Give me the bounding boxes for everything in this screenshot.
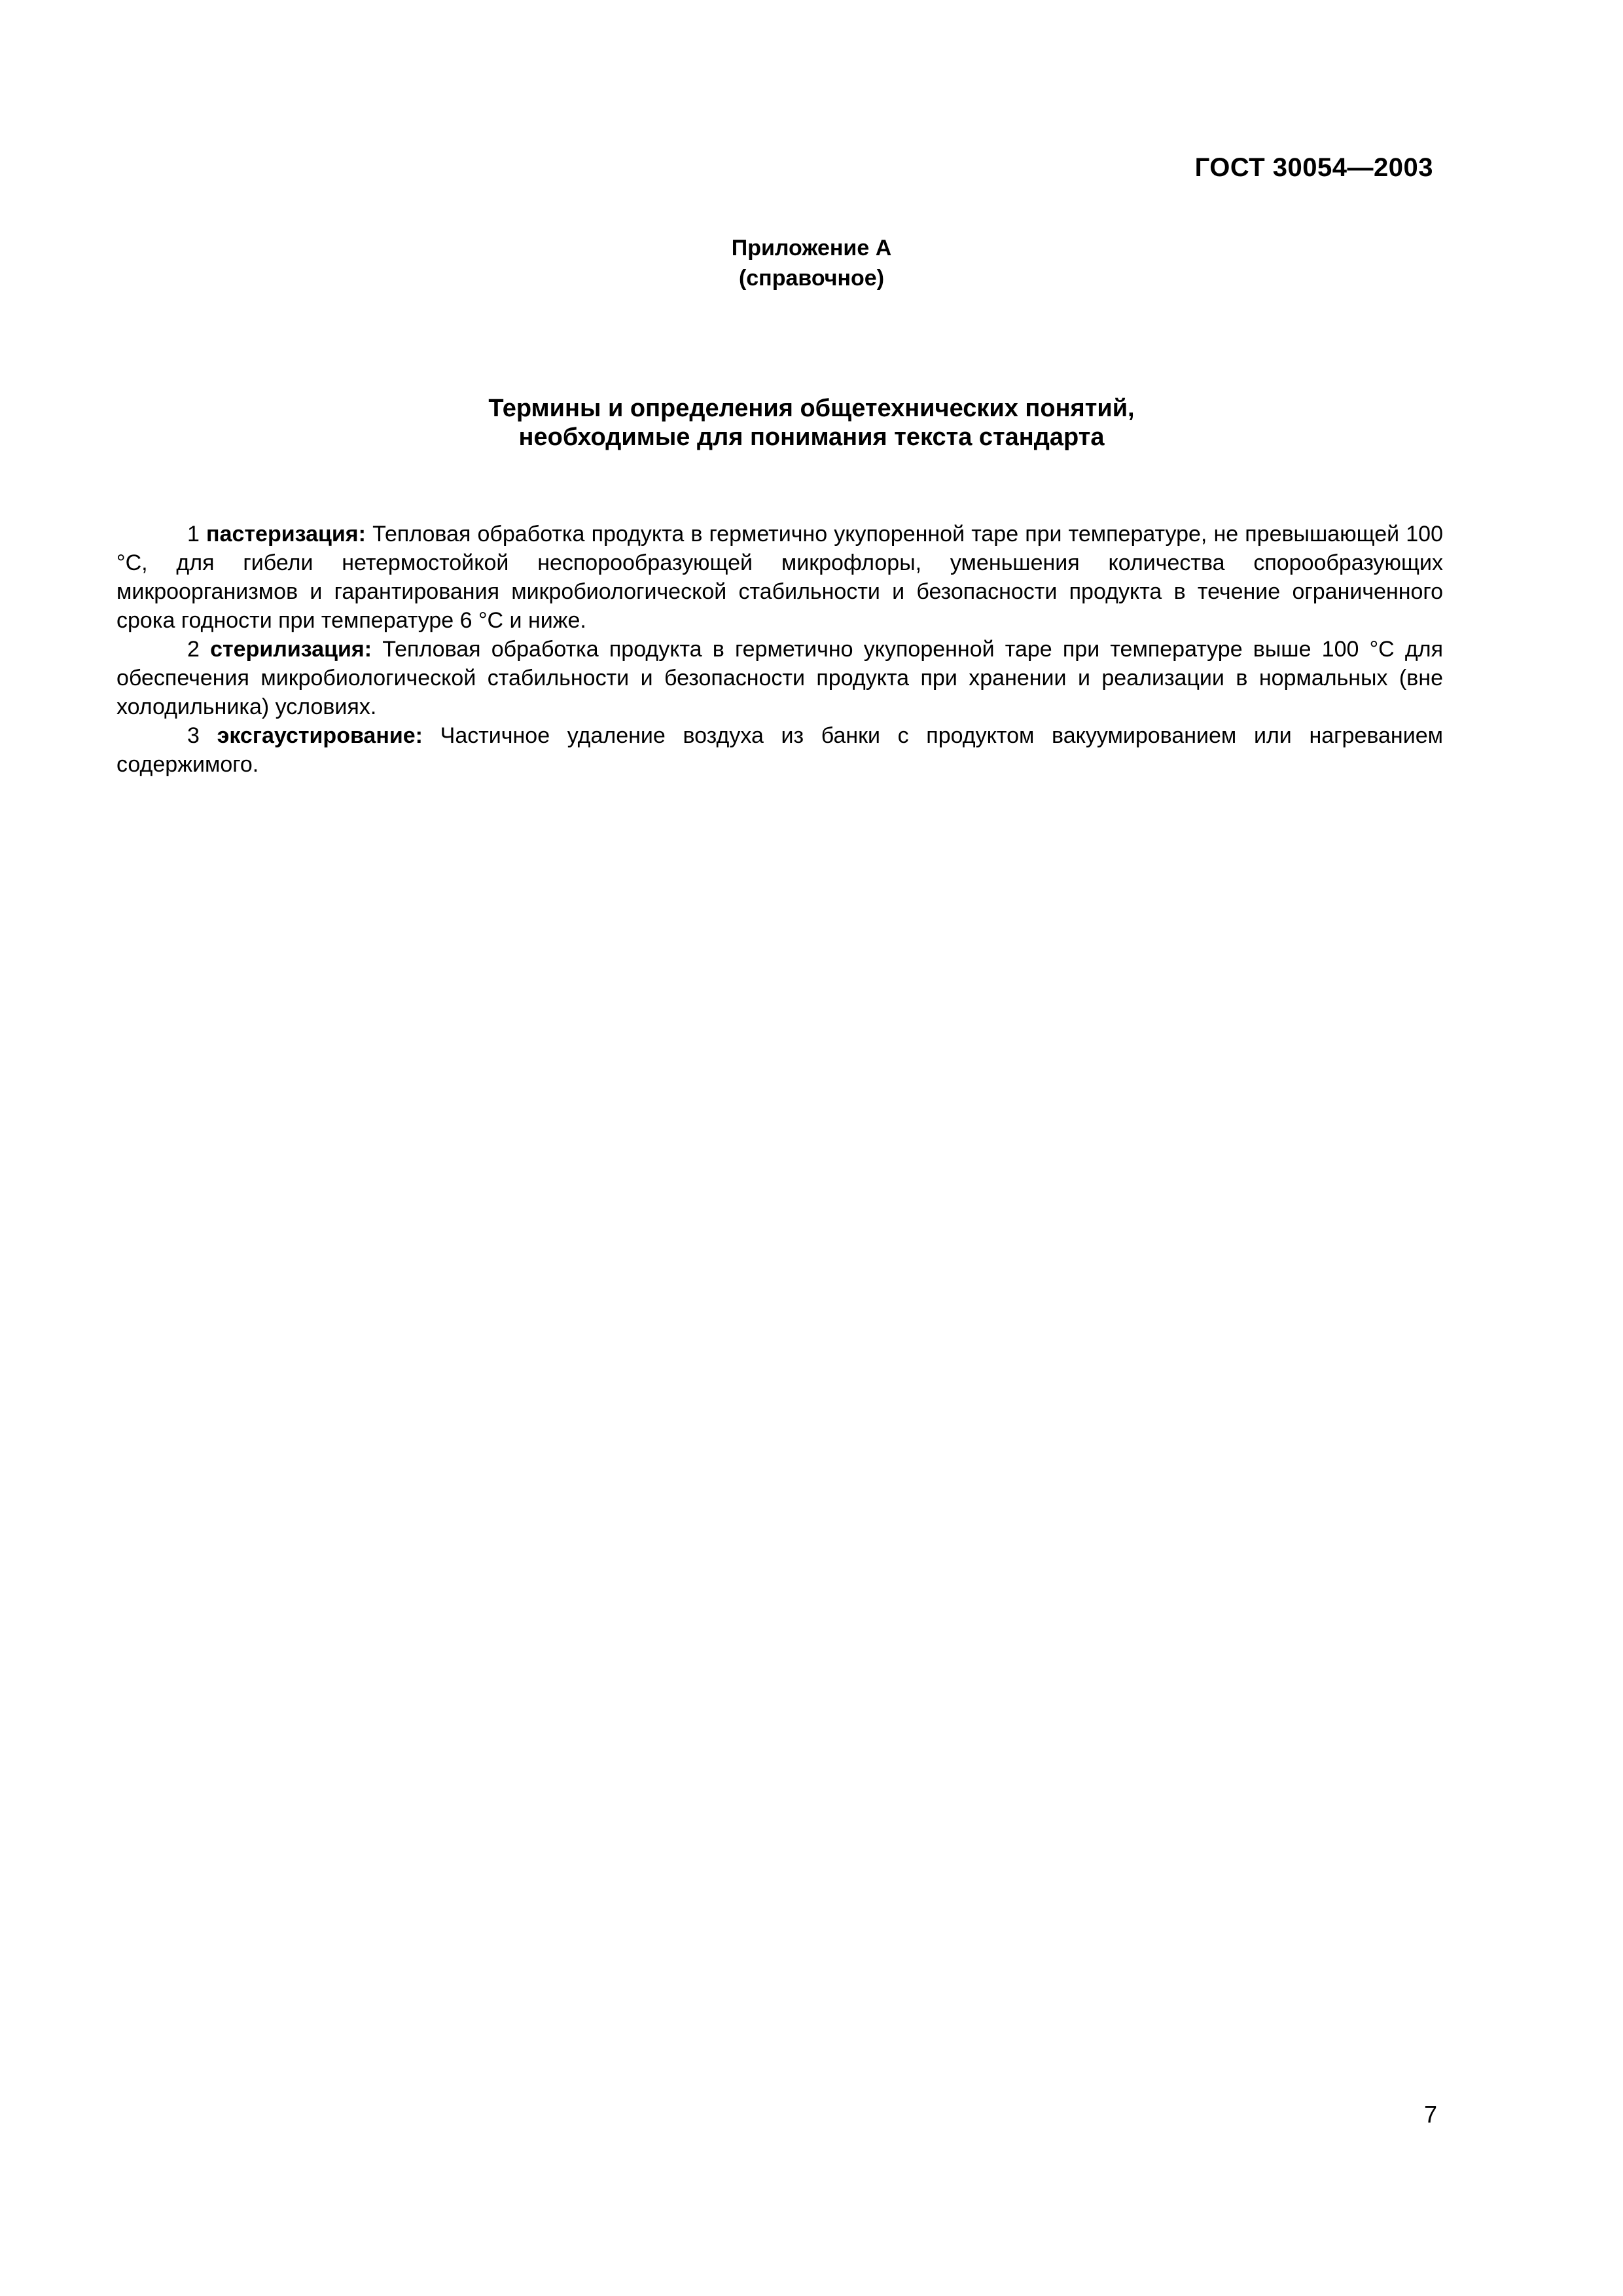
- term-item-3: [116, 721, 1443, 779]
- annex-subtitle: (справочное): [738, 266, 885, 291]
- term-item-2: [116, 635, 1443, 721]
- term-number: 1: [187, 522, 200, 547]
- section-title-line-2: необходимые для понимания текста стандарта: [518, 423, 1105, 451]
- terms-list: [116, 520, 1443, 779]
- term-name: эксгаустирование:: [217, 723, 423, 748]
- term-definition: Тепловая обработка продукта в герметично укупоренной таре при температуре выше 100 °С для обеспечения микробиологической стабильности и безопасности продукта при хранении и реализации в нормальных (вне холодильника) условиях.: [116, 637, 1443, 719]
- term-item-1: [116, 520, 1443, 635]
- page-number: 7: [1423, 2101, 1437, 2128]
- term-number: 2: [187, 637, 200, 662]
- section-title: [0, 394, 1623, 452]
- annex-title: Приложение А: [731, 236, 892, 260]
- term-name: стерилизация:: [210, 637, 372, 662]
- term-definition: Тепловая обработка продукта в герметично укупоренной таре при температуре, не превышающей 100 °С, для гибели нетермостойкой неспорообразующей микрофлоры, уменьшения количества спорообразующих микроорганизмов и гарантирования микробиологической стабильности и безопасности продукта в течение ограниченного срока годности при температуре 6 °С и ниже.: [116, 522, 1444, 633]
- annex-heading: [0, 233, 1623, 293]
- term-definition: Частичное удаление воздуха из банки с продуктом вакуумированием или нагреванием содержимого.: [116, 723, 1443, 777]
- section-title-line-1: Термины и определения общетехнических понятий,: [488, 395, 1135, 422]
- term-name: пастеризация:: [206, 522, 366, 547]
- document-id-header: ГОСТ 30054—2003: [1194, 153, 1433, 182]
- term-number: 3: [187, 723, 200, 748]
